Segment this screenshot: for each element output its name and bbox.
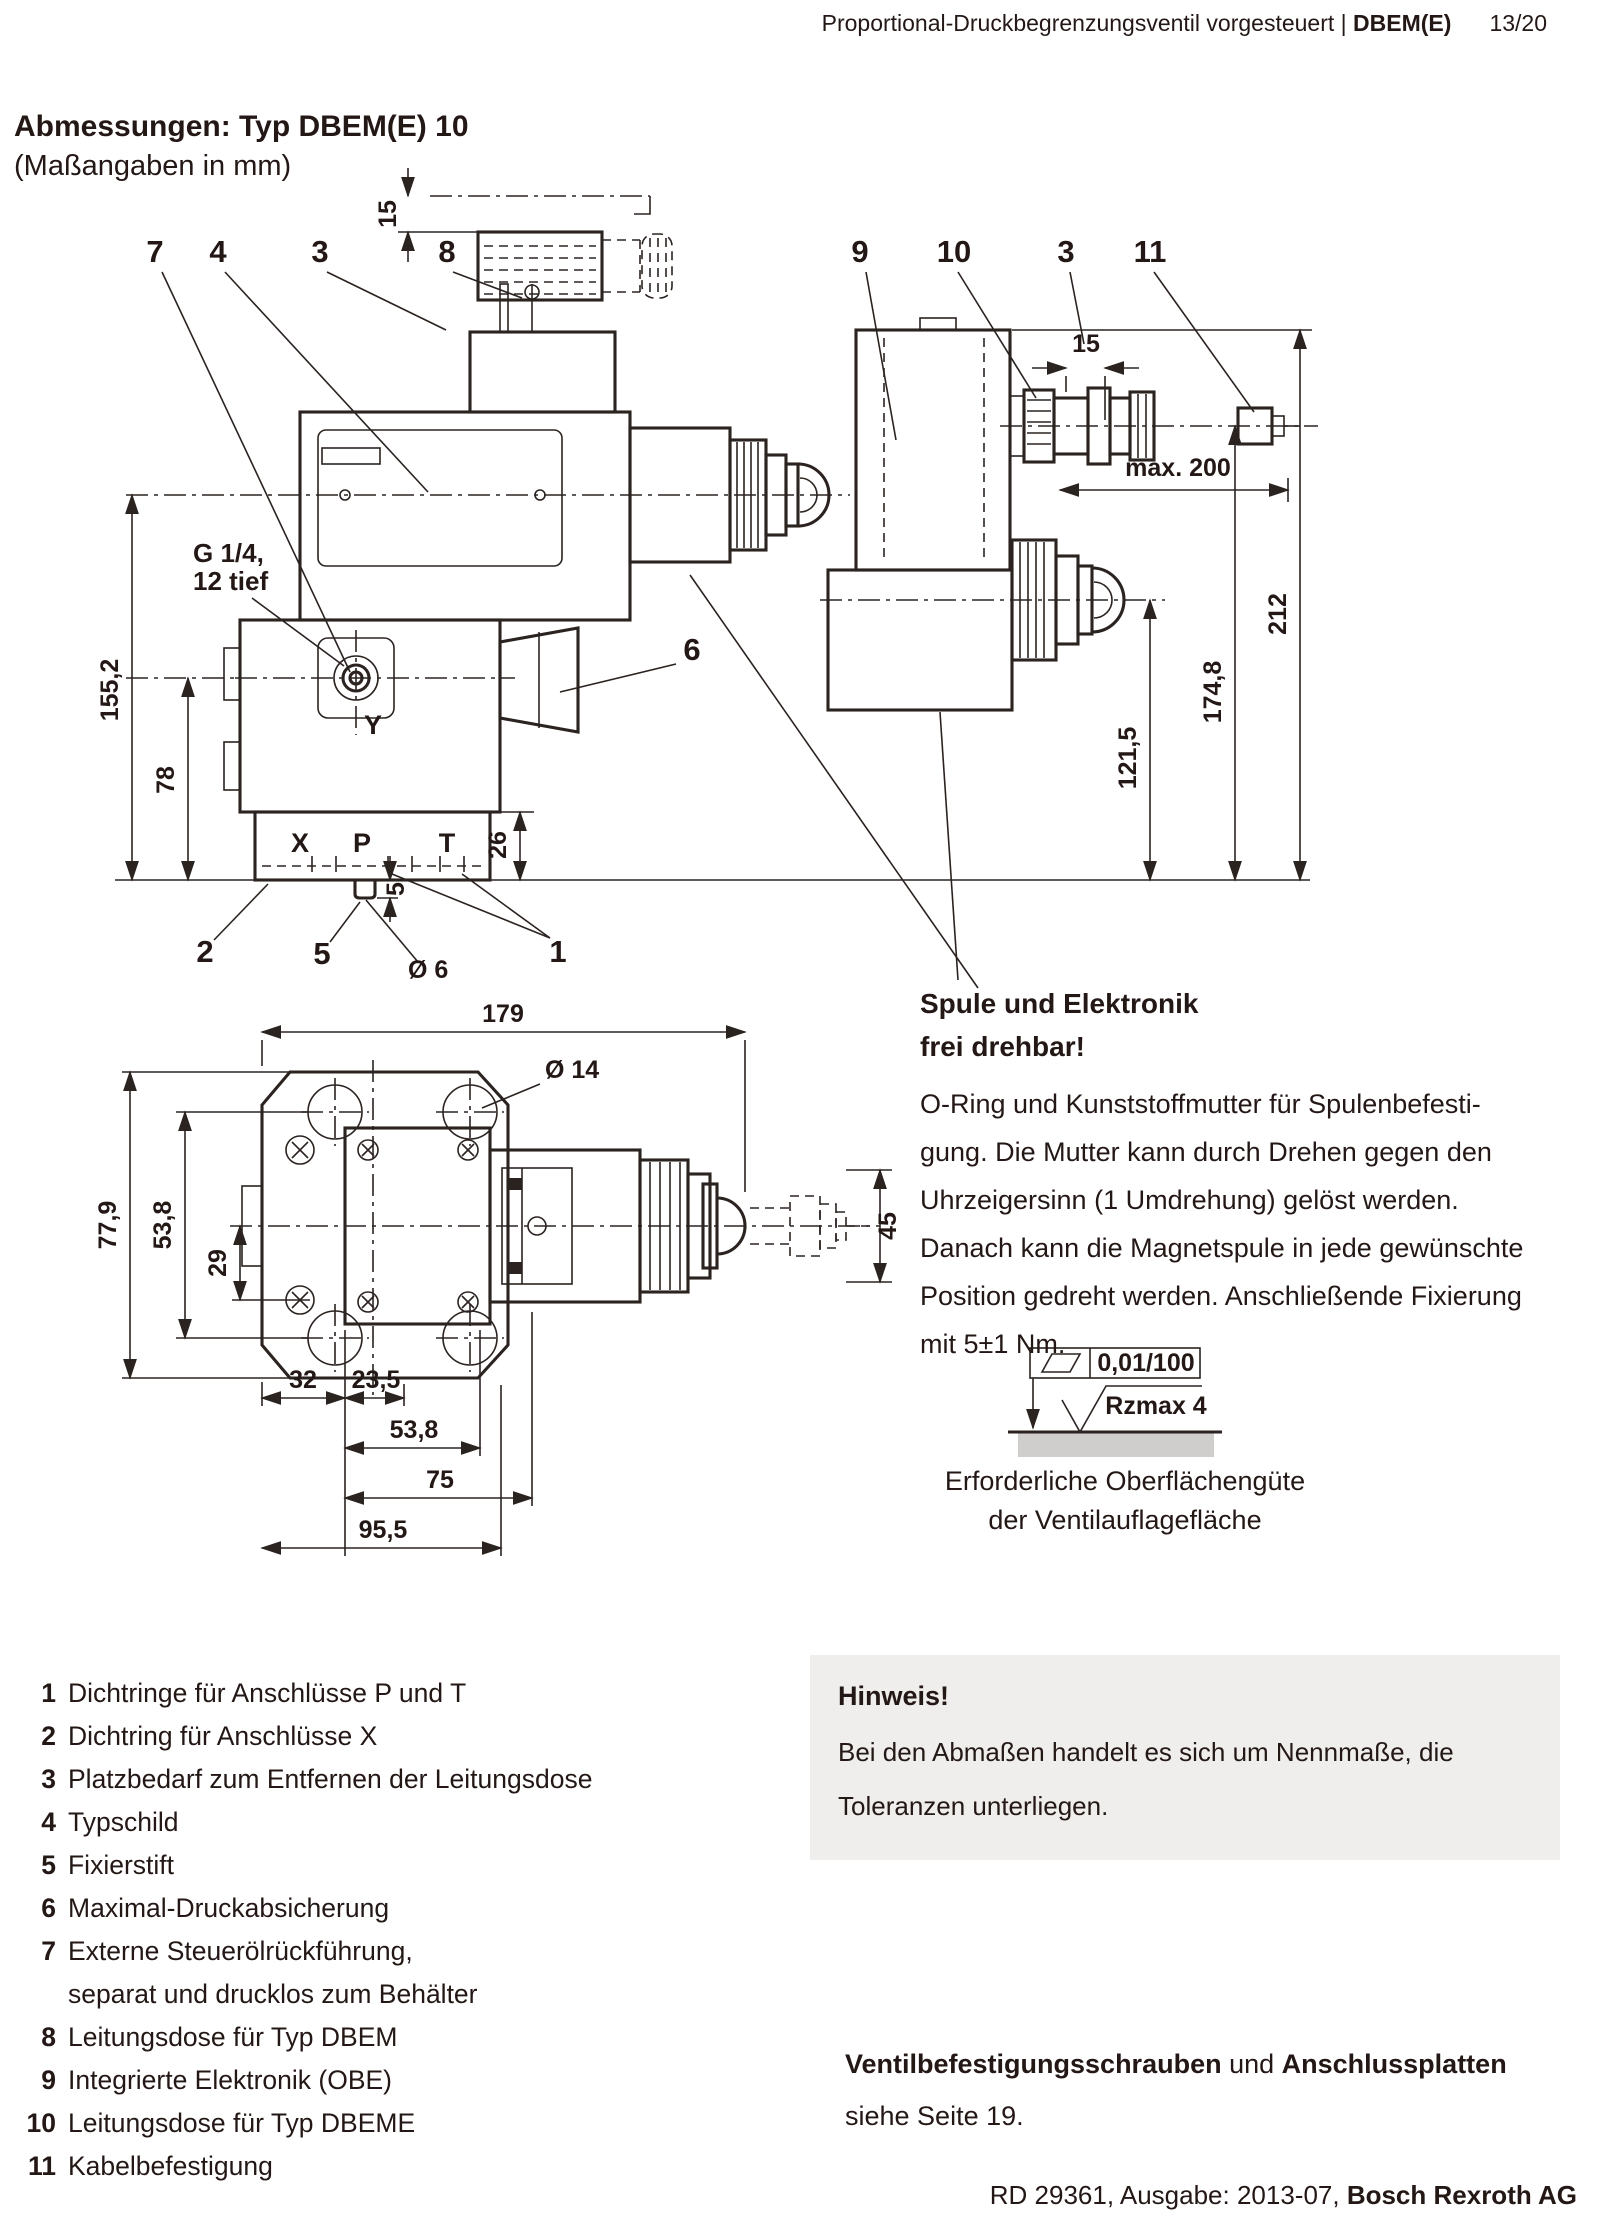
mounting-note-line2: siehe Seite 19.: [845, 2101, 1024, 2131]
legend-text: Platzbedarf zum Entfernen der Leitungsdose: [68, 1764, 593, 1794]
legend-text: Dichtringe für Anschlüsse P und T: [68, 1678, 467, 1708]
dim-45: 45: [874, 1212, 902, 1240]
legend-num: 5: [41, 1850, 56, 1880]
header-page-number: 13/20: [1489, 10, 1547, 36]
dim-179: 179: [482, 1000, 524, 1028]
header-doc-type: DBEM(E): [1353, 10, 1452, 36]
callout-4: 4: [209, 234, 227, 269]
dim-26: 26: [484, 831, 512, 859]
port-label-y: Y: [364, 710, 383, 740]
callout-1: 1: [549, 934, 567, 969]
legend-num: 11: [27, 2151, 56, 2181]
callout-11: 11: [1133, 234, 1167, 269]
spule-line: O-Ring und Kunststoffmutter für Spulenbefesti-: [920, 1089, 1481, 1119]
hinweis-line2: Toleranzen unterliegen.: [838, 1791, 1109, 1821]
legend-num: 2: [41, 1721, 56, 1751]
bottom-drawing: [94, 1000, 902, 1556]
surface-caption: [905, 1462, 1345, 1540]
page-subtitle: (Maßangaben in mm): [14, 150, 292, 182]
label-g14-line2: 12 tief: [193, 566, 269, 596]
callout-5: 5: [313, 936, 331, 971]
legend-item: [12, 2059, 592, 2102]
legend-item: [12, 1672, 592, 1715]
callout-3-left: 3: [311, 234, 329, 269]
legend-item: [12, 1758, 592, 1801]
legend-text: Maximal-Druckabsicherung: [68, 1893, 390, 1923]
legend-num: 10: [26, 2108, 56, 2138]
hinweis-line1: Bei den Abmaßen handelt es sich um Nennmaße, die: [838, 1737, 1454, 1767]
legend-item: [12, 2016, 592, 2059]
dim-15-right: 15: [1072, 330, 1100, 358]
legend-num: 6: [41, 1893, 56, 1923]
spule-note: [920, 982, 1570, 1368]
legend-text: Fixierstift: [68, 1850, 174, 1880]
callout-10: 10: [936, 234, 972, 269]
header-doc-title: Proportional-Druckbegrenzungsventil vorgesteuert: [821, 10, 1335, 36]
mounting-note-bold2: Anschlussplatten: [1281, 2049, 1507, 2079]
legend-text: Leitungsdose für Typ DBEME: [68, 2108, 416, 2138]
legend-num: 3: [41, 1764, 56, 1794]
port-label-t: T: [438, 828, 456, 858]
dim-95-5: 95,5: [358, 1516, 408, 1544]
dim-78: 78: [152, 766, 180, 794]
spule-line: Uhrzeigersinn (1 Umdrehung) gelöst werden.: [920, 1185, 1459, 1215]
legend-item: [12, 2145, 592, 2188]
hinweis-title: Hinweis!: [838, 1681, 950, 1711]
roughness-value: Rzmax 4: [1105, 1392, 1207, 1420]
port-label-x: X: [290, 828, 310, 858]
legend-text: Kabelbefestigung: [68, 2151, 273, 2181]
dim-53-8-bottom: 53,8: [389, 1416, 439, 1444]
spule-line: mit 5±1 Nm.: [920, 1329, 1066, 1359]
dim-dia6: Ø 6: [408, 956, 449, 984]
legend-item: [12, 1887, 592, 1930]
footer-doc-info: RD 29361, Ausgabe: 2013-07,: [989, 2180, 1347, 2210]
legend-item: [12, 2102, 592, 2145]
label-g14-line1: G 1/4,: [193, 538, 264, 568]
mounting-note: [845, 2038, 1507, 2142]
spule-heading-line2: frei drehbar!: [920, 1031, 1085, 1062]
page-title: Abmessungen: Typ DBEM(E) 10: [14, 110, 469, 143]
legend-text: separat und drucklos zum Behälter: [68, 1979, 478, 2009]
dim-max200: max. 200: [1125, 454, 1231, 482]
dim-23-5: 23,5: [351, 1366, 401, 1394]
dim-dia14: Ø 14: [545, 1056, 600, 1084]
flatness-tolerance-value: 0,01/100: [1097, 1349, 1195, 1377]
dim-212: 212: [1264, 593, 1292, 635]
callout-6: 6: [683, 632, 701, 667]
surface-caption-line2: der Ventilauflagefläche: [988, 1505, 1262, 1535]
dim-174-8: 174,8: [1199, 660, 1227, 724]
spule-paragraph: [920, 1080, 1570, 1368]
dim-155-2: 155,2: [96, 658, 124, 722]
dim-15-left: 15: [374, 200, 402, 228]
spule-leader-lines: [690, 575, 978, 988]
legend-num: 8: [41, 2022, 56, 2052]
footer-company: Bosch Rexroth AG: [1346, 2180, 1577, 2210]
dim-77-9: 77,9: [94, 1200, 122, 1250]
top-drawing: [96, 168, 1318, 988]
surface-caption-line1: Erforderliche Oberflächengüte: [944, 1466, 1306, 1496]
header-divider: |: [1340, 10, 1347, 36]
legend-num: 7: [41, 1936, 56, 1966]
page-footer: [990, 2180, 1577, 2211]
dim-5: 5: [382, 882, 410, 896]
mounting-note-line1: [845, 2038, 1507, 2090]
dim-32: 32: [289, 1366, 317, 1394]
legend-num: 4: [41, 1807, 56, 1837]
bottom-drawing-outline: [230, 1060, 880, 1395]
spule-line: gung. Die Mutter kann durch Drehen gegen den: [920, 1137, 1492, 1167]
legend-item-continuation: [12, 1973, 592, 2016]
hinweis-box: [810, 1655, 1560, 1860]
right-valve-outline: [820, 318, 1318, 710]
legend-item: [12, 1715, 592, 1758]
port-label-p: P: [352, 828, 372, 858]
spule-line: Danach kann die Magnetspule in jede gewünschte: [920, 1233, 1524, 1263]
mounting-note-mid: und: [1221, 2049, 1282, 2079]
callout-9: 9: [851, 234, 869, 269]
legend-num: 1: [41, 1678, 56, 1708]
dim-121-5: 121,5: [1114, 726, 1142, 790]
callout-2: 2: [196, 934, 214, 969]
legend-text: Externe Steuerölrückführung,: [68, 1936, 413, 1966]
legend-list: [12, 1672, 592, 2188]
spule-heading-line1: Spule und Elektronik: [920, 988, 1199, 1019]
legend-text: Integrierte Elektronik (OBE): [68, 2065, 393, 2095]
spule-line: Position gedreht werden. Anschließende Fixierung: [920, 1281, 1522, 1311]
dim-29: 29: [204, 1249, 232, 1277]
legend-text: Dichtring für Anschlüsse X: [68, 1721, 378, 1751]
callout-3-right: 3: [1057, 234, 1075, 269]
dim-53-8-left: 53,8: [149, 1200, 177, 1250]
legend-num: 9: [41, 2065, 56, 2095]
surface-bar: [1018, 1433, 1214, 1457]
bottom-drawing-dimensions: [94, 1000, 902, 1556]
callout-8: 8: [438, 234, 456, 269]
legend-item: [12, 1930, 592, 1973]
legend-item: [12, 1801, 592, 1844]
legend-item: [12, 1844, 592, 1887]
top-drawing-dimensions: [96, 168, 1312, 984]
mounting-note-bold1: Ventilbefestigungsschrauben: [845, 2049, 1222, 2079]
callout-7: 7: [146, 234, 164, 269]
legend-text: Typschild: [68, 1807, 179, 1837]
dim-75: 75: [426, 1466, 454, 1494]
legend-text: Leitungsdose für Typ DBEM: [68, 2022, 398, 2052]
legend-num-empty: [12, 1973, 56, 2016]
